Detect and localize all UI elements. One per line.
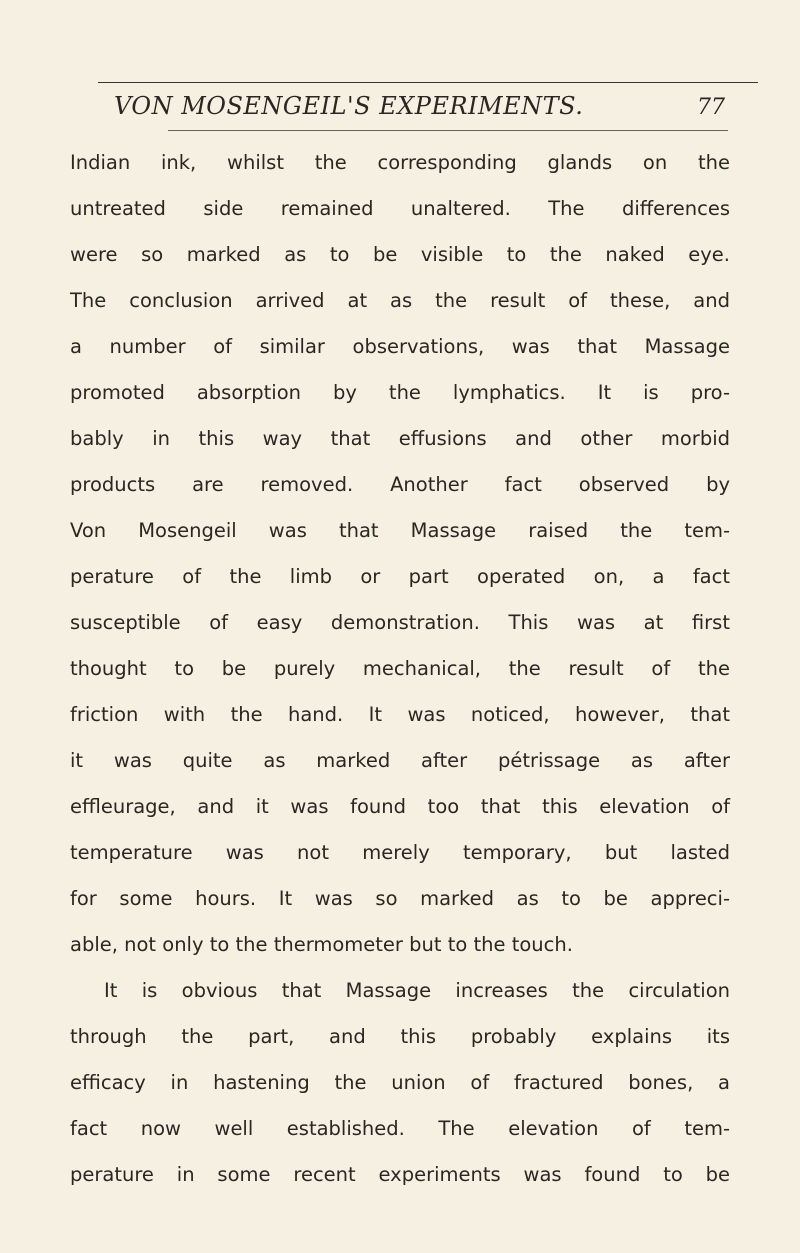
text-line: untreated side remained unaltered. The differences [70,197,730,220]
text-line: Von Mosengeil was that Massage raised the tem- [70,519,730,542]
text-line: a number of similar observations, was that Massage [70,335,730,358]
text-line: for some hours. It was so marked as to be appreci- [70,887,730,910]
text-line: Indian ink, whilst the corresponding glands on the [70,151,730,174]
text-line: through the part, and this probably explains its [70,1025,730,1048]
text-line: promoted absorption by the lymphatics. It is pro- [70,381,730,404]
text-line: able, not only to the thermometer but to the touch. [70,933,573,956]
text-line: were so marked as to be visible to the naked eye. [70,243,730,266]
text-line: It is obvious that Massage increases the circulation [104,979,730,1002]
page-number: 77 [697,95,725,120]
running-head: VON MOSENGEIL'S EXPERIMENTS. [114,92,584,120]
text-line: effleurage, and it was found too that this elevation of [70,795,730,818]
text-line: efficacy in hastening the union of fractured bones, a [70,1071,730,1094]
header-underline [168,130,728,131]
text-line: bably in this way that effusions and other morbid [70,427,730,450]
text-line: thought to be purely mechanical, the result of the [70,657,730,680]
text-line: fact now well established. The elevation of tem- [70,1117,730,1140]
text-line: susceptible of easy demonstration. This was at first [70,611,730,634]
text-line: it was quite as marked after pétrissage as after [70,749,730,772]
text-line: products are removed. Another fact observed by [70,473,730,496]
text-line: perature in some recent experiments was found to be [70,1163,730,1186]
text-line: perature of the limb or part operated on, a fact [70,565,730,588]
body-text [70,140,730,1198]
header-rule [98,82,758,83]
text-line: The conclusion arrived at as the result of these, and [70,289,730,312]
text-line: friction with the hand. It was noticed, however, that [70,703,730,726]
text-line: temperature was not merely temporary, but lasted [70,841,730,864]
